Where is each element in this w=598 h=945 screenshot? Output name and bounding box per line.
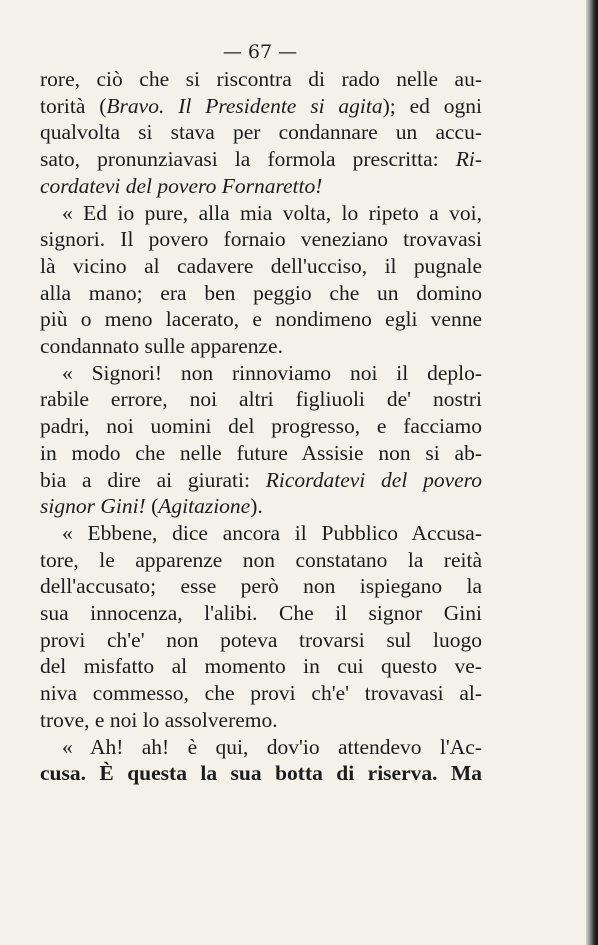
- text-line: [40, 360, 482, 387]
- text-segment: « Ah! ah! è qui, dov'io attendevo l'Ac-: [62, 734, 482, 759]
- text-line: [40, 627, 482, 654]
- text-line: [40, 93, 482, 120]
- text-line: [40, 333, 482, 360]
- text-line: [40, 600, 482, 627]
- text-segment: trove, e noi lo assolveremo.: [40, 707, 278, 732]
- text-segment: « Ed io pure, alla mia volta, lo ripeto a voi,: [62, 200, 482, 225]
- text-line: [40, 173, 482, 200]
- text-line: [40, 573, 482, 600]
- text-line: [40, 66, 482, 93]
- page-number: — 67 —: [222, 41, 298, 63]
- text-segment: provi ch'e' non poteva trovarsi sul luogo: [40, 627, 482, 652]
- body-text: [40, 66, 482, 787]
- text-line: [40, 280, 482, 307]
- text-segment: padri, noi uomini del progresso, e facciamo: [40, 414, 482, 439]
- text-line: [40, 493, 482, 520]
- italic-segment: Ri-: [455, 147, 482, 172]
- text-line: [40, 547, 482, 574]
- text-segment: rore, ciò che si riscontra di rado nelle au-: [40, 67, 482, 91]
- text-segment: del misfatto al momento in cui questo ve-: [40, 654, 482, 679]
- text-line: [40, 653, 482, 680]
- text-line: [40, 707, 482, 734]
- italic-segment: cordatevi del povero Fornaretto!: [40, 173, 323, 198]
- text-segment: signori. Il povero fornaio veneziano trovavasi: [40, 227, 482, 252]
- text-line: [40, 520, 482, 547]
- text-segment: bia a dire ai giurati:: [40, 467, 266, 492]
- text-line: [40, 734, 482, 761]
- text-line: [40, 680, 482, 707]
- text-line: [40, 386, 482, 413]
- italic-segment: Ricordatevi del povero: [265, 467, 482, 492]
- text-segment: « Ebbene, dice ancora il Pubblico Accusa-: [62, 520, 482, 545]
- text-line: [40, 306, 482, 333]
- italic-segment: Bravo. Il Presidente si agita: [106, 93, 383, 118]
- text-line: [40, 119, 482, 146]
- text-line: [40, 226, 482, 253]
- page-edge-shadow: [586, 0, 598, 945]
- text-line: [40, 253, 482, 280]
- text-line: [40, 440, 482, 467]
- text-segment: tore, le apparenze non constatano la reità: [40, 547, 482, 572]
- text-segment: qualvolta si stava per condannare un accu-: [40, 120, 482, 145]
- text-line: [40, 467, 482, 494]
- text-segment: là vicino al cadavere dell'ucciso, il pugnale: [40, 253, 482, 278]
- text-segment: « Signori! non rinnoviamo noi il deplo-: [62, 360, 482, 385]
- text-segment: (: [145, 494, 159, 519]
- text-line: [40, 200, 482, 227]
- text-segment: in modo che nelle future Assisie non si ab-: [40, 440, 482, 465]
- text-segment: sua innocenza, l'alibi. Che il signor Gini: [40, 601, 482, 626]
- text-segment: ); ed ogni: [382, 93, 482, 118]
- italic-segment: signor Gini!: [40, 494, 146, 519]
- text-segment: rabile errore, noi altri figliuoli de' nostri: [40, 387, 482, 412]
- text-line: [40, 413, 482, 440]
- text-segment: ).: [250, 494, 263, 519]
- text-segment: più o meno lacerato, e nondimeno egli venne: [40, 307, 482, 332]
- text-line: [40, 146, 482, 173]
- text-segment: dell'accusato; esse però non ispiegano la: [40, 574, 482, 599]
- text-segment: condannato sulle apparenze.: [40, 334, 283, 359]
- text-segment: niva commesso, che provi ch'e' trovavasi al-: [40, 681, 482, 706]
- text-segment: alla mano; era ben peggio che un domino: [40, 280, 482, 305]
- text-segment: sato, pronunziavasi la formola prescritta:: [40, 147, 456, 172]
- text-segment: torità (: [40, 93, 107, 118]
- text-segment: cusa. È questa la sua botta di riserva. Ma: [40, 761, 482, 786]
- italic-segment: Agitazione: [158, 494, 251, 519]
- text-line: [40, 760, 482, 787]
